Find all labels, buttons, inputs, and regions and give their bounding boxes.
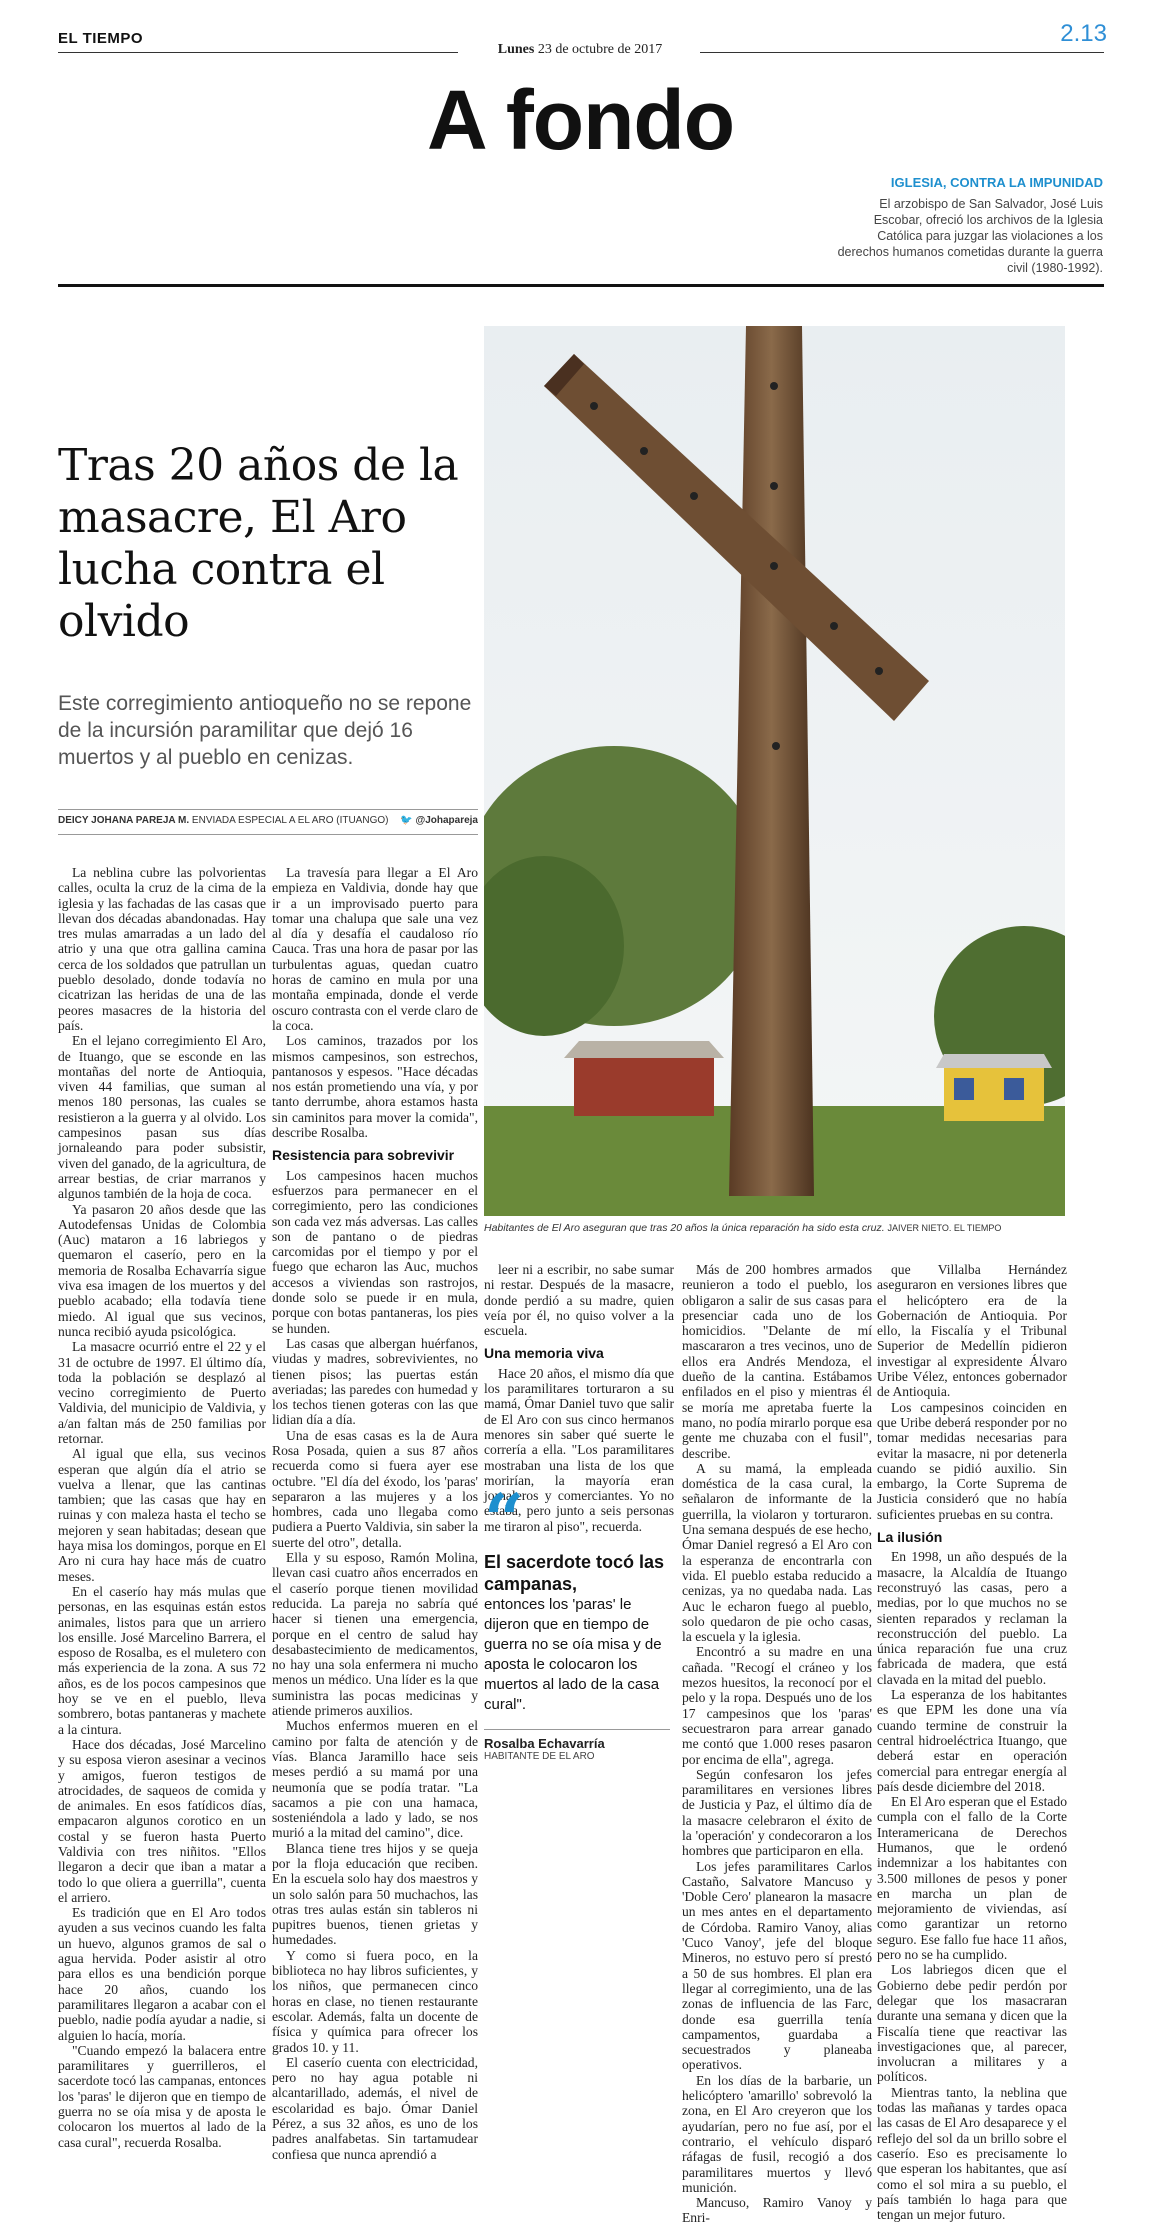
quote-author: Rosalba Echavarría — [484, 1729, 670, 1751]
wooden-cross-photo — [484, 326, 1065, 1216]
article-headline: Tras 20 años de la masacre, El Aro lucha contra el olvido — [58, 440, 459, 647]
byline-twitter — [400, 815, 478, 826]
caption-text: Habitantes de El Aro aseguran que tras 20 años la única reparación ha sido esta cruz. — [484, 1222, 885, 1234]
twitter-icon: 🐦 — [400, 815, 413, 826]
paragraph: La neblina cubre las polvorientas calles, oculta la cruz de la cima de la iglesia y las fachadas de las casas que llevan dos décadas abandonadas. Hay tres mulas amarradas a un lado del atrio y una que otra gallina camina cerca de los soldados que patrullan un pueblo desolado, donde todavía no cicatrizan las heridas de una de las peores masacres de la historia del país. — [58, 865, 266, 1033]
paragraph: Mientras tanto, la neblina que todas las mañanas y tardes opaca las casas de El Aro desaparece y el reflejo del sol da un brillo sobre el caserío. Eso es precisamente lo que esperan los habitantes, que así como el sol mira a su pueblo, el país también lo haga para que tengan un mejor futuro. — [877, 2084, 1067, 2223]
paragraph: Los labriegos dicen que el Gobierno debe pedir perdón por delegar que los masacraran durante una semana y dicen que la Fiscalía tiene que reactivar las investigaciones que, al parecer, involucran a militares y a políticos. — [877, 1962, 1067, 2085]
sidebar-note-text: El arzobispo de San Salvador, José Luis Escobar, ofreció los archivos de la Iglesia Católica para juzgar las violaciones a los derechos humanos cometidas durante la guerra civil (1980-1992). — [837, 197, 1103, 275]
article-column-4 — [682, 1262, 872, 2226]
paragraph: En 1998, un año después de la masacre, la Alcaldía de Ituango reconstruyó las casas, pero a medias, por lo que muchos no se sienten reparados y reclaman la reconstrucción del pueblo. La única reparación fue una cruz fabricada de madera, que está clavada en la mitad del pueblo. — [877, 1549, 1067, 1687]
paragraph: Los campesinos hacen muchos esfuerzos para permanecer en el corregimiento, pero las condiciones son cada vez más adversas. Las calles son de pantano o de piedras carcomidas por el tiempo y por el fuego que echaron las Auc, muchos accesos a viviendas son rastrojos, donde solo se puede ir en mula, porque con botas pantaneras, los pies se hunden. — [272, 1167, 478, 1336]
byline-author: DEICY JOHANA PAREJA M. — [58, 815, 190, 826]
issue-day: Lunes — [497, 42, 535, 57]
paragraph: Las casas que albergan huérfanos, viudas y madres, sobrevivientes, no tienen pisos; las puertas están averiadas; las paredes con humedad y los techos tienen goteras con las que lidian día a día. — [272, 1335, 478, 1428]
paragraph: leer ni a escribir, no sabe sumar ni restar. Después de la masacre, donde perdió a su madre, quien veía por él, no quiso volver a la escuela. — [484, 1262, 674, 1339]
photo-caption — [484, 1222, 1074, 1234]
newspaper-brand: EL TIEMPO — [58, 30, 144, 47]
paragraph: Mancuso, Ramiro Vanoy y Enri- — [682, 2195, 872, 2226]
quote-author-role: HABITANTE DE EL ARO — [484, 1751, 595, 1762]
issue-date — [480, 42, 680, 58]
paragraph: La masacre ocurrió entre el 22 y el 31 de octubre de 1997. El último día, toda la población se desplazó al vecino corregimiento de Puerto Valdivia, del municipio de Valdivia, y a/an faltan más de 250 familias por retornar. — [58, 1339, 266, 1446]
paragraph: Muchos enfermos mueren en el camino por falta de atención y de vías. Blanca Jaramillo hace seis meses perdió a su mamá por una neumonía que se podía tratar. "La sacamos a pie con una hamaca, sosteniéndola a lado y lado, se nos murió a la mitad del camino", dice. — [272, 1718, 478, 1841]
subhead-resistencia: Resistencia para sobrevivir — [272, 1147, 455, 1164]
article-column-1 — [58, 865, 266, 2150]
section-title: A fondo — [426, 73, 735, 167]
house-right-roof — [936, 1054, 1052, 1068]
paragraph: Según confesaron los jefes paramilitares en versiones libres de Justicia y Paz, el último día de la masacre celebraron el éxito de la 'operación' y condecoraron a los hombres que participaron en ella. — [682, 1766, 872, 1859]
paragraph: Y como si fuera poco, en la biblioteca no hay libros suficientes, y los niños, que permanecen cinco horas en clase, no tienen restaurante escolar. Además, falta un docente de física y química para ofrecer los grados 10. y 11. — [272, 1947, 478, 2055]
paragraph: En El Aro esperan que el Estado cumpla con el fallo de la Corte Interamericana de Derechos Humanos, que le ordenó indemnizar a los habitantes con 3.500 millones de pesos y poner en marcha un plan de mejoramiento de viviendas, así como garantizar un retorno seguro. Ese fallo fue hace 11 años, pero no se ha cumplido. — [877, 1794, 1067, 1963]
pull-quote — [484, 1478, 670, 1762]
quote-body: entonces los 'paras' le dijeron que en tiempo de guerra no se oía misa y de aposta le colocaron los muertos al lado de la casa cural". — [484, 1596, 662, 1713]
paragraph: El caserío cuenta con electricidad, pero no hay agua potable ni alcantarillado, además, el nivel de escolaridad es bajo. Ómar Daniel Pérez, a sus 32 años, es uno de los padres analfabetas. Sin tartamudear confiesa que nunca aprendió a — [272, 2054, 478, 2162]
twitter-handle: @Johapareja — [415, 815, 478, 826]
paragraph: Hace dos décadas, José Marcelino y su esposa vieron asesinar a vecinos y amigos, fueron testigos de atrocidades, de saqueos de comida y de animales. En esos fatídicos días, empacaron algunos corotico en un costal y se fueron hasta Puerto Valdivia con tres niñitos. "Ellos llegaron a decir que iban a matar a todo lo que oliera a guerrilla", cuenta el arriero. — [58, 1736, 266, 1905]
section-divider — [58, 284, 1104, 287]
column-3-top — [484, 1262, 674, 1338]
byline-role: ENVIADA ESPECIAL A EL ARO (ITUANGO) — [191, 815, 389, 826]
article-column-5 — [877, 1262, 1067, 2222]
subhead-ilusion: La ilusión — [877, 1529, 943, 1546]
paragraph: que Villalba Hernández aseguraron en versiones libres que el helicóptero era de la Gobernación de Antioquia. Por ello, la Fiscalía y el Tribunal Superior de Medellín pidieron investigar al expresidente Álvaro Uribe Vélez, entonces gobernador de Antioquia. — [877, 1262, 1067, 1400]
paragraph: En el caserío hay más mulas que personas, en las esquinas están estos animales, listos para que un arriero los ensille. José Marcelino Barrera, el esposo de Rosalba, es el muletero con más experiencia de la zona. A sus 72 años, es de los pocos campesinos que hoy se ve en el pueblo, lleva sombrero, botas pantaneras y machete a la cintura. — [58, 1583, 266, 1737]
house-left-roof — [564, 1041, 724, 1058]
subhead-memoria: Una memoria viva — [484, 1345, 604, 1362]
column-5-bottom — [877, 1549, 1067, 2222]
paragraph: En los días de la barbarie, un helicóptero 'amarillo' sobrevoló la zona, en El Aro creyeron que los ayudarían, pero no fue así, por el contrario, el vehículo disparó ráfagas de fusil, recogió a dos paramilitares muertos y llevó munición. — [682, 2072, 872, 2195]
quote-mark-icon: “ — [484, 1478, 525, 1561]
page-number: 2.13 — [1060, 20, 1107, 47]
paragraph: Los campesinos coinciden en que Uribe deberá responder por no tomar medidas necesarias para evitar la masacre, ni por detenerla cuando se pidió auxilio. Sin embargo, la Corte Suprema de Justicia consideró que no había suficientes pruebas en su contra. — [877, 1399, 1067, 1522]
masthead-rule-right — [700, 52, 1104, 53]
paragraph: Los jefes paramilitares Carlos Castaño, Salvatore Mancuso y 'Doble Cero' planearon la masacre un mes antes en el departamento de Córdoba. Ramiro Vanoy, alias 'Cuco Vanoy', jefe del bloque Mineros, no estuvo pero sí prestó a 50 de sus hombres. El plan era llegar al corregimiento, una de las zonas de influencia de las Farc, donde esa guerrilla tenía campamentos, guardaba a secuestrados y planeaba operativos. — [682, 1858, 872, 2073]
sidebar-kicker: IGLESIA, CONTRA LA IMPUNIDAD — [890, 175, 1103, 190]
column-5-top — [877, 1262, 1067, 1522]
quote-lead: El sacerdote tocó las campanas, — [484, 1552, 665, 1594]
masthead-rule-left — [58, 52, 458, 53]
paragraph: La travesía para llegar a El Aro empieza en Valdivia, donde hay que ir a un improvisado puerto para tomar una chalupa que sale una vez al día y desafía el caudaloso río Cauca. Tras una hora de pasar por las turbulentas aguas, quedan cuatro horas de camino en mula por una montaña empinada, donde el verde oscuro contrasta con el verde claro de la coca. — [272, 865, 478, 1033]
house-left — [574, 1056, 714, 1116]
paragraph: Ya pasaron 20 años desde que las Autodefensas Unidas de Colombia (Auc) mataron a 16 labriegos y quemaron el caserío, pero en la memoria de Rosalba Echavarría sigue viva esa imagen de los muertos y del pueblo acabado; ella todavía tiene miedo. Al igual que sus vecinos, nunca recibió ayuda psicológica. — [58, 1201, 266, 1339]
article-photo — [484, 326, 1065, 1216]
byline — [58, 809, 478, 835]
paragraph: Los caminos, trazados por los mismos campesinos, son estrechos, pantanosos y espesos. "Hace décadas nos están prometiendo una vía, y por tanto derrumbe, ahora estamos hasta sin caminitos para mover la comida", describe Rosalba. — [272, 1033, 478, 1141]
paragraph: Blanca tiene tres hijos y se queja por la floja educación que reciben. En la escuela solo hay dos maestros y un solo salón para 50 muchachos, las otras tres aulas están sin tableros ni pupitres buenos, tienen grietas y humedades. — [272, 1840, 478, 1948]
photo-credit: JAIVER NIETO. EL TIEMPO — [887, 1223, 1002, 1233]
paragraph: Encontró a su madre en una cañada. "Recogí el cráneo y los mezos huesitos, la reconocí por el pelo y la ropa. Después uno de los 17 campesinos que los 'paras' secuestraron para arrear ganado me contó que 1.000 reses pasaron por encima de ella", agrega. — [682, 1644, 872, 1767]
article-standfirst: Este corregimiento antioqueño no se repone de la incursión paramilitar que dejó 16 muertos y al pueblo en cenizas. — [58, 692, 472, 769]
paragraph: Al igual que ella, sus vecinos esperan que algún día el atrio se vuelva a llenar, que las cantinas tambien; que las casas que hay en ruinas y con maleza hasta el techo se mejoren y sean habitadas; desean que haya misa los domingos, porque en El Aro ni cura hay hace más de cuatro meses. — [58, 1446, 266, 1584]
issue-date-rest: 23 de octubre de 2017 — [537, 42, 663, 57]
paragraph: Una de esas casas es la de Aura Rosa Posada, quien a sus 87 años recuerda como si fuera ayer ese octubre. "El día del éxodo, los 'paras' separaron a las mujeres y a los hombres, cada uno llegaba como pudiera a Puerto Valdivia, sin saber la suerte del otro", detalla. — [272, 1427, 478, 1550]
paragraph: En el lejano corregimiento El Aro, de Ituango, que se esconde en las montañas del norte de Antioquia, viven 44 familias, que suman al menos 180 personas, las cuales se resistieron a la guerra y al olvido. Los campesinos pasan sus días jornaleando para poder subsistir, viven del ganado, de la agricultura, de arrear bestias, de criar marranos y algunos también de la hoja de coca. — [58, 1033, 266, 1202]
paragraph: La esperanza de los habitantes es que EPM les done una vía cuando termine de construir la central hidroeléctrica Ituango, que deberá estar en operación comercial para entregar energía al país desde diciembre del 2018. — [877, 1687, 1067, 1794]
paragraph: "Cuando empezó la balacera entre paramilitares y guerrilleros, el sacerdote tocó las campanas, entonces los 'paras' le dijeron que en tiempo de guerra no se oía misa y de aposta le colocaron los muertos al lado de la casa cural", recuerda Rosalba. — [58, 2042, 266, 2150]
paragraph: Más de 200 hombres armados reunieron a todo el pueblo, los obligaron a salir de sus casas para presenciar cada uno de los homicidios. "Delante de mí mascararon a tres vecinos, uno de ellos era Andrés Mendoza, el dueño de la cantina. Estábamos enfilados en el piso y mientras él se moría me apretaba fuerte la mano, no podía mirarlo porque esa gente me chuzaba con el fusil", describe. — [682, 1262, 872, 1461]
paragraph: Hace 20 años, el mismo día que los paramilitares torturaron a su mamá, Ómar Daniel tuvo que salir de El Aro con sus cinco hermanos menores sin saber qué suerte le correría a ella. "Los paramilitares mostraban una lista de los que morirían, la mayoría eran jornaleros y comerciantes. Yo no estaba, pero junto a seis personas me tiraron al piso", recuerda. — [484, 1365, 674, 1534]
article-column-2 — [272, 865, 478, 2162]
paragraph: Ella y su esposo, Ramón Molina, llevan casi cuatro años encerrados en el caserío porque tienen movilidad reducida. La pareja no sabría qué hacer si tienen una emergencia, porque en el centro de salud hay desabastecimiento de medicamentos, no hay una sola enfermera ni mucho menos un médico. Una líder es la que suministra las pocas medicinas y atiende primeros auxilios. — [272, 1550, 478, 1719]
paragraph: Es tradición que en El Aro todos ayuden a sus vecinos cuando les falta un huevo, algunos gramos de sal o agua hervida. Poder asistir al otro para ellos es una bendición porque hace 20 años, cuando los paramilitares llegaron a acabar con el pueblo, nadie podía ayudar a nadie, si alguien lo hacía, moría. — [58, 1905, 266, 2043]
paragraph: A su mamá, la empleada doméstica de la casa cural, la señalaron de informante de la guerrilla, la violaron y torturaron. Una semana después de ese hecho, Ómar Daniel regresó a El Aro con la esperanza de encontrarla con vida. El pueblo estaba reducido a cenizas, ya no quedaba nada. Las Auc le echaron fuego al pueblo, solo quedaron de pie ocho casas, la escuela y la iglesia. — [682, 1460, 872, 1645]
